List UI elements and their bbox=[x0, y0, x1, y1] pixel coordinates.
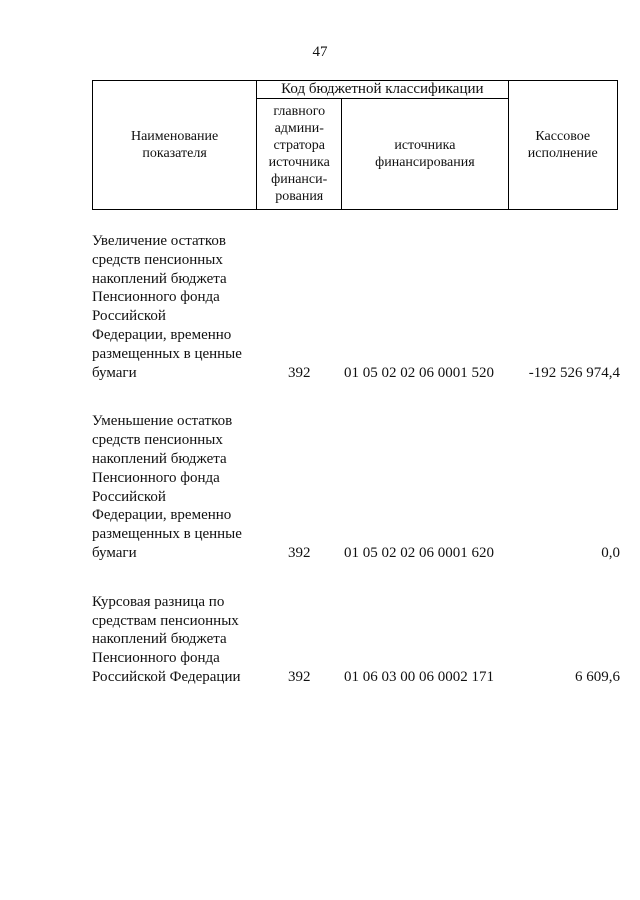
row-admin-code: 392 bbox=[288, 544, 311, 561]
row-amount: 0,0 bbox=[601, 544, 620, 561]
row-amount: -192 526 974,4 bbox=[528, 364, 620, 381]
row-name: Увеличение остатков средств пенсионных накоплений бюджета Пенсионного фонда Российской Федерации, временно размещенных в ценные бумаги bbox=[92, 233, 242, 381]
page-number: 47 bbox=[312, 44, 328, 60]
row-name: Уменьшение остатков средств пенсионных накоплений бюджета Пенсионного фонда Российской Федерации, временно размещенных в ценные бумаги bbox=[92, 413, 242, 561]
header-cash-execution: Кассовое исполнение bbox=[508, 81, 617, 210]
table-body bbox=[92, 232, 618, 717]
table-row bbox=[92, 412, 618, 562]
row-classification-code: 01 05 02 02 06 0001 520 bbox=[344, 364, 494, 381]
header-budget-classification-code: Код бюджетной классификации bbox=[257, 81, 508, 99]
table-row bbox=[92, 232, 618, 382]
row-admin-code: 392 bbox=[288, 668, 311, 685]
table-row bbox=[92, 593, 618, 687]
row-admin-code: 392 bbox=[288, 364, 311, 381]
header-financing-source: источника финансирования bbox=[342, 99, 508, 210]
row-classification-code: 01 06 03 00 06 0002 171 bbox=[344, 668, 494, 685]
table-header bbox=[92, 80, 618, 210]
header-chief-administrator: главного админи- стратора источника финанси- рования bbox=[257, 99, 342, 210]
row-amount: 6 609,6 bbox=[575, 668, 620, 685]
row-name: Курсовая разница по средствам пенсионных накоплений бюджета Пенсионного фонда Российской Федерации bbox=[92, 593, 241, 685]
header-name: Наименование показателя bbox=[93, 81, 257, 210]
row-classification-code: 01 05 02 02 06 0001 620 bbox=[344, 544, 494, 561]
